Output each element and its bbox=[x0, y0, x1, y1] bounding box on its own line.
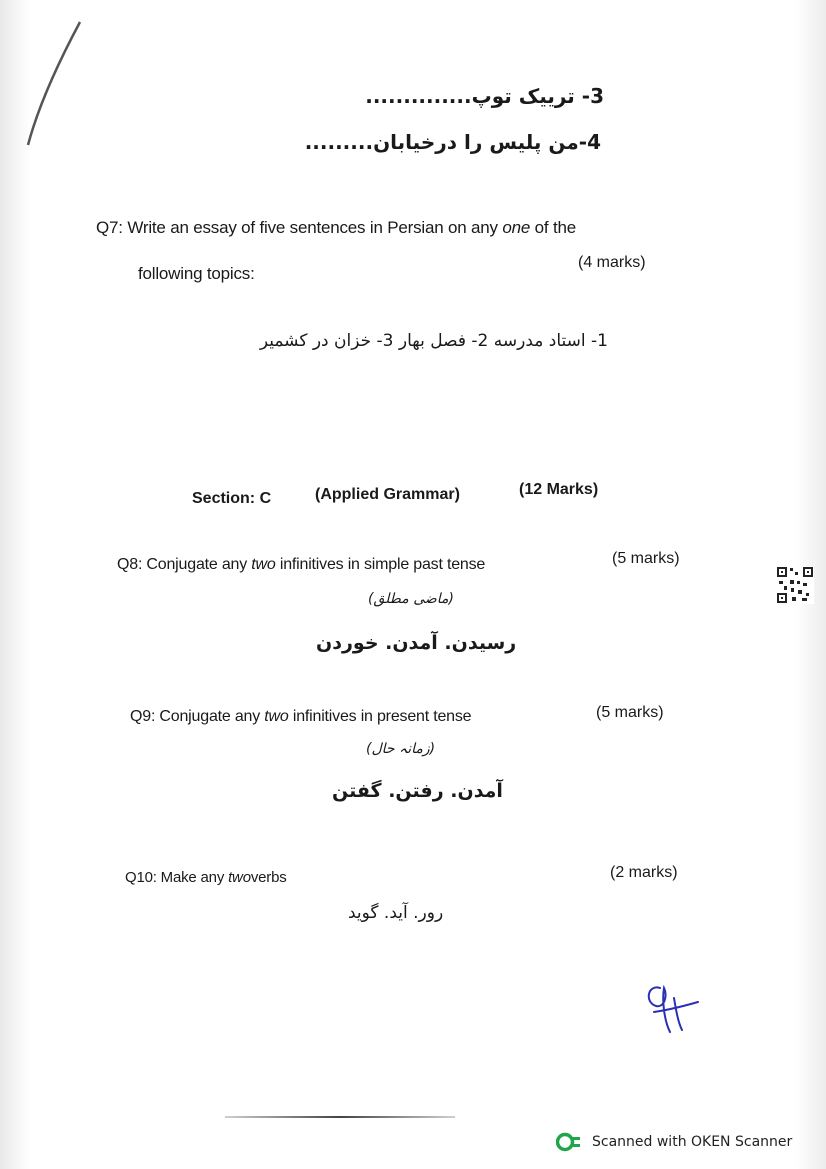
item-4: 4-من پلیس را درخیابان......... bbox=[304, 130, 601, 154]
q7-topics: 1- استاد مدرسه 2- فصل بهار 3- خزان در کشمیر bbox=[259, 331, 608, 351]
q9-marks: (5 marks) bbox=[596, 704, 664, 721]
section-c-title: Section: C bbox=[192, 490, 272, 507]
q9-question: Q9: Conjugate any two infinitives in present tense bbox=[130, 708, 472, 725]
q9-infinitives: آمدن. رفتن. گفتن bbox=[332, 780, 503, 802]
q8-infinitives: رسیدن. آمدن. خوردن bbox=[316, 632, 517, 654]
q7-marks: (4 marks) bbox=[578, 254, 646, 271]
q10-marks: (2 marks) bbox=[610, 864, 678, 881]
scanner-text: Scanned with OKEN Scanner bbox=[592, 1134, 793, 1150]
section-c-subtitle: (Applied Grammar) bbox=[315, 486, 460, 503]
oken-logo-icon bbox=[556, 1131, 582, 1153]
q8-marks: (5 marks) bbox=[612, 550, 680, 567]
q8-hint: (ماضی مطلق) bbox=[368, 591, 454, 607]
bottom-rule bbox=[225, 1116, 455, 1118]
section-c-marks: (12 Marks) bbox=[519, 481, 599, 498]
q7-question-line2: following topics: bbox=[138, 264, 255, 283]
scan-edge-left bbox=[0, 0, 30, 1169]
q9-hint: (زمانہ حال) bbox=[366, 741, 436, 757]
item-3: 3- ترییک توپ.............. bbox=[365, 84, 604, 108]
q7-question: Q7: Write an essay of five sentences in Persian on any one of the bbox=[96, 218, 576, 237]
q8-question: Q8: Conjugate any two infinitives in simple past tense bbox=[117, 556, 486, 573]
scanner-watermark bbox=[556, 1131, 792, 1153]
qr-code-icon bbox=[776, 566, 814, 604]
q10-question: Q10: Make any twoverbs bbox=[125, 869, 287, 886]
q10-words: رور. آید. گوید bbox=[348, 903, 444, 923]
signature-mark bbox=[640, 980, 700, 1040]
scan-fold-line bbox=[20, 20, 90, 150]
